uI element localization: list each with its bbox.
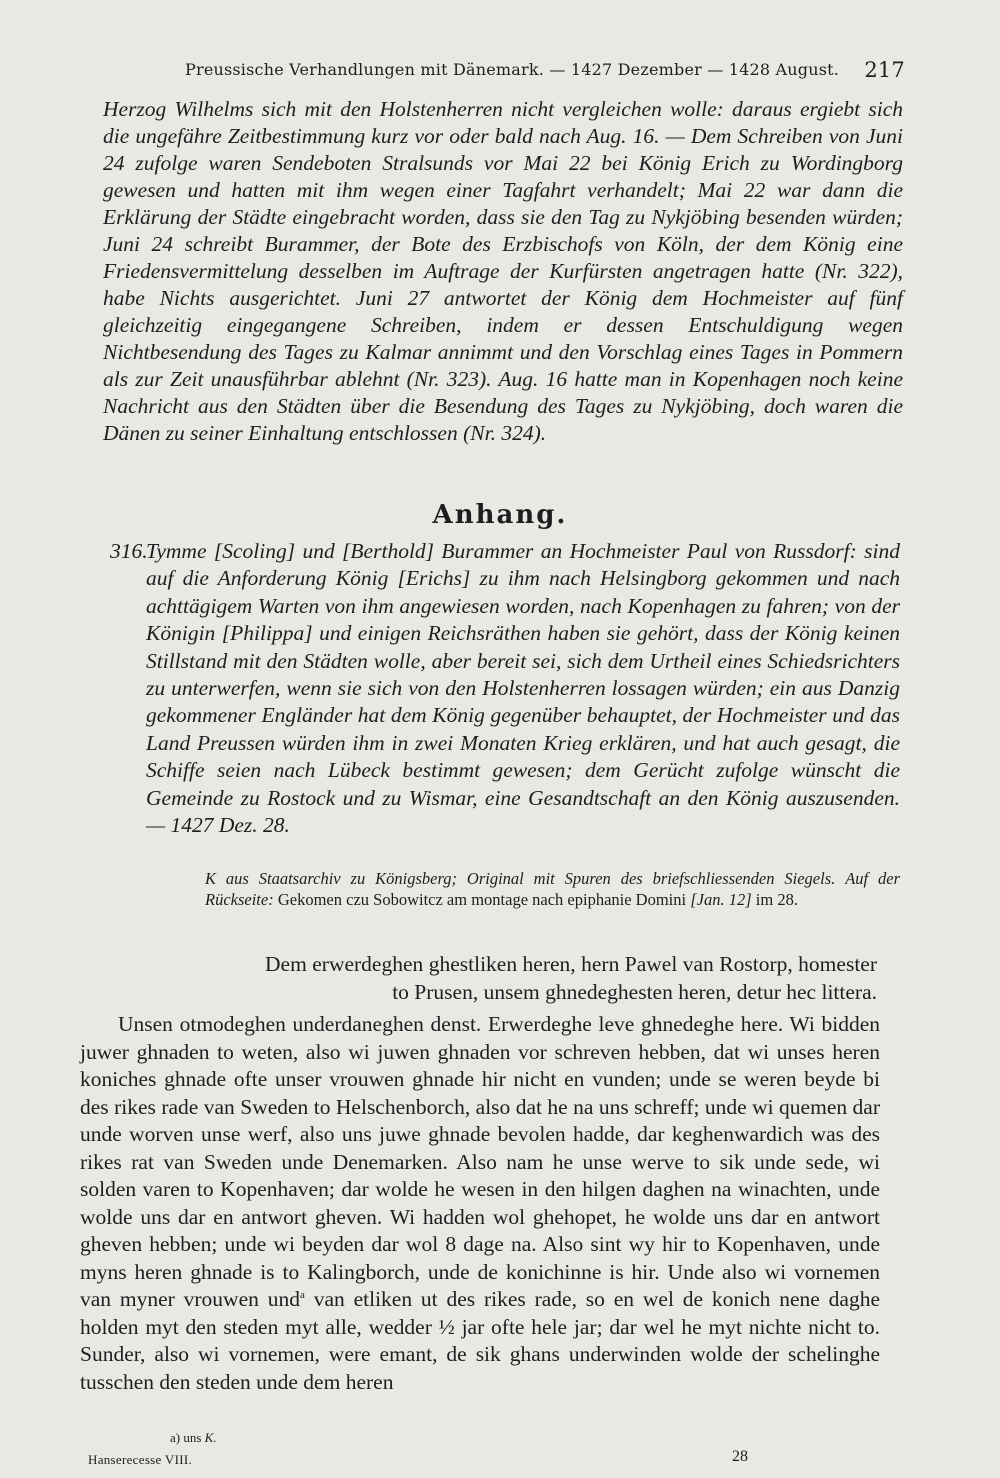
source-rueckseite-text: Gekomen czu Sobowitcz am montage nach epiphanie Domini <box>273 890 691 909</box>
section-heading: Anhang. <box>432 500 568 530</box>
footnote-siglum: K. <box>204 1430 217 1445</box>
page-number: 217 <box>864 58 905 82</box>
source-provenance: K aus Staatsarchiv zu Königsberg; Original mit Spuren des briefschliessenden Siegels. <box>205 869 836 888</box>
source-date-suffix: im 28. <box>751 890 798 909</box>
series-title: Hanserecesse VIII. <box>88 1452 193 1467</box>
source-rueckseite-label: Auf der Rückseite: <box>205 869 901 909</box>
footnote-marker: a <box>299 1288 305 1301</box>
letter-text <box>80 1011 880 1396</box>
source-note <box>205 868 900 910</box>
letter-text-part1: Unsen otmodeghen underdaneghen denst. Erwerdeghe leve ghnedeghe here. Wi bidden juwer ghnaden to weten, also wi juwen ghnaden vor schreven hebben, dat wi unses heren koniches ghnade ofte unser vrouwen ghnade hir nicht en vunden; unde se weren beyde bi des rikes rade van Sweden to Helschenborch, also dat he na uns schreff; unde wi quemen dar unde worven unse werf, also uns juwe ghnade bevolen hadde, dar keghenwardich was des rikes rat van Sweden unde Denemarken. Also nam he unse werve to sik unde sede, wi solden varen to Kopenhaven; dar wolde he wesen in den hilgen daghen na winachten, unde wolde uns dar en antwort gheven. Wi hadden wol ghehopet, he wolde uns dar en antwort gheven hebben; unde wi beyden dar wol 8 dage na. Also sint wy hir to Kopenhaven, unde myns heren ghnade is to Kalingborch, unde de konichinne is hir. Unde also wi vornemen van myner vrouwen und <box>80 1012 880 1311</box>
sheet-signature: 28 <box>732 1448 748 1465</box>
regest-entry <box>110 538 900 839</box>
source-date: [Jan. 12] <box>690 890 752 909</box>
letter-text-part2: van etliken ut des rikes rade, so en wel de konich nene daghe holden myt den steden myt alle, wedder ½ jar ofte hele jar; dar wel he myt nichte nicht to. Sunder, also wi vornemen, were emant, de sik ghans underwinden wolde der schelinghe tusschen den steden unde dem heren <box>80 1287 881 1394</box>
entry-number: 316. <box>110 539 148 563</box>
letter-address: Dem erwerdeghen ghestliken heren, hern Pawel van Rostorp, homester to Prusen, unsem ghnedeghesten heren, detur hec littera. <box>265 952 877 1004</box>
footnote-label: a) uns <box>170 1430 205 1445</box>
entry-summary: Tymme [Scoling] und [Berthold] Burammer an Hochmeister Paul von Russdorf: sind auf die Anforderung König [Erichs] zu ihm nach Helsingborg gekommen und nach achttägigem Warten von ihm angewiesen worden, nach Kopenhagen zu fahren; von der Königin [Philippa] und einigen Reichsräthen haben sie gehört, dass der König keinen Stillstand mit den Städten wolle, aber bereit sei, sich dem Urtheil eines Schiedsrichters zu unterwerfen, wenn sie sich von den Holstenherren lossagen würden; ein aus Danzig gekommener Engländer hat dem König gegenüber behauptet, der Hochmeister und das Land Preussen würden ihm in zwei Monaten Krieg erklären, und hat auch gesagt, die Schiffe seien nach Lübeck bestimmt gewesen; dem Gerücht zufolge wünscht die Gemeinde zu Rostock und zu Wismar, eine Gesandtschaft an den König auszusenden. — 1427 Dez. 28. <box>146 539 900 838</box>
footnote <box>170 1430 217 1446</box>
intro-paragraph: Herzog Wilhelms sich mit den Holstenherren nicht vergleichen wolle: daraus ergiebt sich die ungefähre Zeitbestimmung kurz vor oder bald nach Aug. 16. — Dem Schreiben von Juni 24 zufolge waren Sendeboten Stralsunds vor Mai 22 bei König Erich zu Wordingborg gewesen und hatten mit ihm wegen einer Tagfahrt verhandelt; Mai 22 war dann die Erklärung der Städte eingebracht worden, dass sie den Tag zu Nykjöbing besenden würden; Juni 24 schreibt Burammer, der Bote des Erzbischofs von Köln, der dem König eine Friedensvermittelung desselben im Auftrage der Kurfürsten angetragen hatte (Nr. 322), habe Nichts ausgerichtet. Juni 27 antwortet der König dem Hochmeister auf fünf gleichzeitig eingegangene Schreiben, indem er dessen Entschuldigung wegen Nichtbesendung des Tages zu Kalmar annimmt und den Vorschlag eines Tages in Pommern als zur Zeit unausführbar ablehnt (Nr. 323). Aug. 16 hatte man in Kopenhagen noch keine Nachricht aus den Städten über die Besendung des Tages zu Nykjöbing, doch waren die Dänen zu seiner Einhaltung entschlossen (Nr. 324). <box>103 97 903 445</box>
running-title: Preussische Verhandlungen mit Dänemark. — 1427 Dezember — 1428 August. <box>185 60 840 79</box>
running-header <box>185 58 905 82</box>
